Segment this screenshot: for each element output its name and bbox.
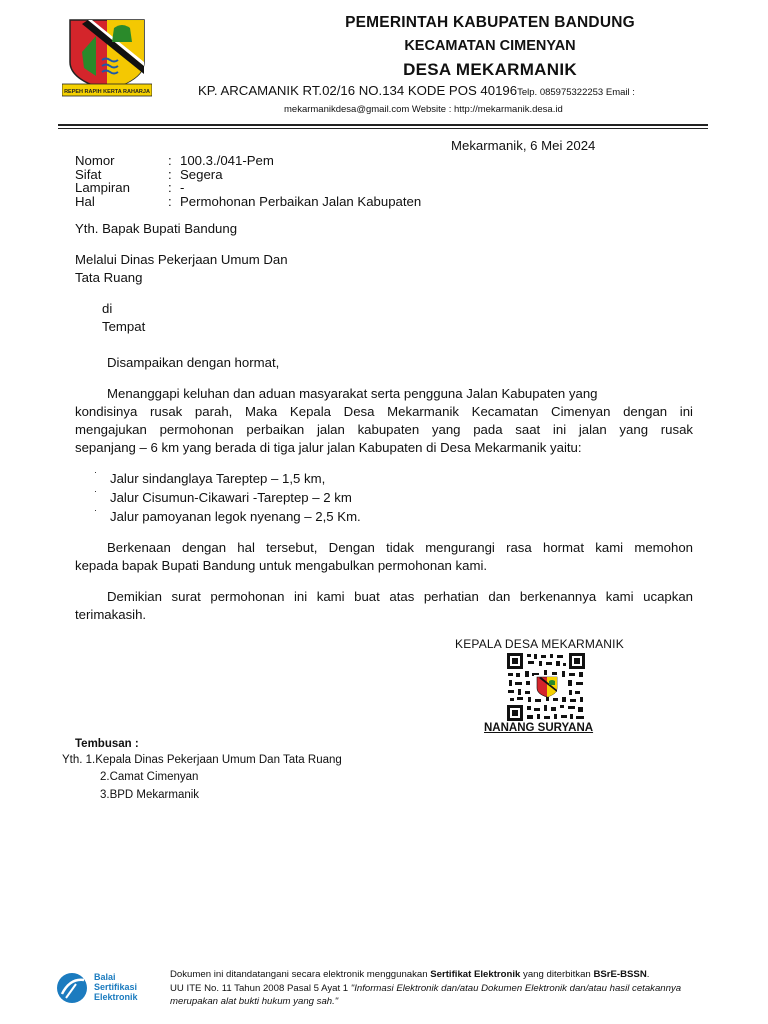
- recipient-di: di: [102, 301, 113, 316]
- greeting: Disampaikan dengan hormat,: [107, 355, 280, 370]
- bsre-logo-line1: Balai: [94, 972, 116, 982]
- para1-line3: mengajukan permohonan perbaikan jalan kabupaten yang pada saat ini jalan yang rusak: [75, 422, 693, 437]
- meta-colon: :: [168, 153, 172, 168]
- letter-date: Mekarmanik, 6 Mei 2024: [451, 138, 596, 153]
- letterhead-village: DESA MEKARMANIK: [403, 60, 577, 79]
- letterhead-address-line: [198, 83, 635, 98]
- recipient-line-3: Tata Ruang: [75, 270, 143, 285]
- footer-text-2: yang diterbitkan: [520, 969, 594, 980]
- recipient-tempat: Tempat: [102, 319, 146, 334]
- footer-bsre-bold: BSrE-BSSN: [593, 969, 647, 980]
- road-item-text: Jalur pamoyanan legok nyenang – 2,5 Km.: [110, 509, 361, 524]
- meta-value: Segera: [180, 166, 223, 182]
- bsre-logo-line2: Sertifikasi: [94, 982, 138, 992]
- letterhead-rule-thick: [58, 124, 708, 126]
- para3-line1: Demikian surat permohonan ini kami buat atas perhatian dan berkenannya kami ucapkan: [107, 589, 693, 604]
- letterhead-government: PEMERINTAH KABUPATEN BANDUNG: [345, 14, 635, 31]
- meta-value: 100.3./041-Pem: [180, 153, 274, 168]
- para1-line4: sepanjang – 6 km yang berada di tiga jalur jalan Kabupaten di Desa Mekarmanik yaitu:: [75, 440, 582, 455]
- para2-line1: Berkenaan dengan hal tersebut, Dengan tidak mengurangi rasa hormat kami memohon: [107, 540, 693, 555]
- signature-title: KEPALA DESA MEKARMANIK: [455, 637, 624, 651]
- meta-key: Hal: [75, 193, 95, 209]
- meta-colon: :: [168, 180, 172, 195]
- qr-code-signature: [506, 652, 586, 722]
- bsre-logo: [54, 968, 164, 1008]
- para1-line2: kondisinya rusak parah, Maka Kepala Desa Mekarmanik Kecamatan Cimenyan dengan ini: [75, 404, 693, 419]
- meta-row-nomor: [75, 154, 421, 168]
- tembusan-title: Tembusan :: [75, 738, 139, 750]
- footer-cert-bold: Sertifikat Elektronik: [430, 969, 521, 980]
- meta-key: Nomor: [75, 153, 115, 168]
- bullet-marker: ·: [94, 467, 97, 477]
- recipient-line-1: Yth. Bapak Bupati Bandung: [75, 221, 238, 236]
- letterhead-district: KECAMATAN CIMENYAN: [404, 38, 576, 54]
- logo-motto: REPEH RAPIH KERTA RAHARJA: [64, 89, 150, 95]
- letterhead-rule-thin: [58, 128, 708, 129]
- meta-colon: :: [168, 166, 172, 182]
- meta-key: Sifat: [75, 166, 102, 182]
- signatory-name: NANANG SURYANA: [484, 722, 594, 734]
- road-item-text: Jalur sindanglaya Tareptep – 1,5 km,: [110, 471, 326, 486]
- recipient-line-2: Melalui Dinas Pekerjaan Umum Dan: [75, 252, 288, 267]
- letterhead-address: KP. ARCAMANIK RT.02/16 NO.134 KODE POS 40196: [198, 83, 518, 98]
- footer-text-3: .: [646, 969, 650, 980]
- letterhead-email-website: mekarmanikdesa@gmail.com Website : http://mekarmanik.desa.id: [284, 104, 563, 115]
- meta-value: Permohonan Perbaikan Jalan Kabupaten: [180, 193, 422, 209]
- tembusan-item: 2.Camat Cimenyan: [100, 771, 199, 783]
- bsre-logo-line3: Elektronik: [94, 992, 138, 1002]
- bullet-marker: ·: [94, 486, 97, 496]
- footer-text-1: Dokumen ini ditandatangani secara elektronik menggunakan: [170, 969, 431, 980]
- footer-disclaimer: [170, 968, 716, 1009]
- meta-row-sifat: [75, 168, 421, 182]
- letterhead-phone: Telp. 085975322253 Email :: [517, 87, 635, 98]
- footer-law: UU ITE No. 11 Tahun 2008 Pasal 5 Ayat 1: [170, 982, 351, 994]
- meta-value: -: [180, 180, 185, 195]
- tembusan-item: Yth. 1.Kepala Dinas Pekerjaan Umum Dan Tata Ruang: [62, 754, 342, 766]
- meta-row-hal: [75, 195, 421, 209]
- para1-line1: Menanggapi keluhan dan aduan masyarakat serta pengguna Jalan Kabupaten yang: [107, 386, 598, 401]
- meta-key: Lampiran: [75, 180, 130, 195]
- letter-meta: [75, 154, 421, 208]
- tembusan-item: 3.BPD Mekarmanik: [100, 789, 200, 801]
- regency-emblem-logo: [62, 14, 152, 100]
- para3-line2: terimakasih.: [75, 607, 147, 622]
- meta-colon: :: [168, 193, 172, 209]
- road-item-text: Jalur Cisumun-Cikawari -Tareptep – 2 km: [110, 490, 352, 505]
- meta-row-lampiran: [75, 181, 421, 195]
- para2-line2: kepada bapak Bupati Bandung untuk mengabulkan permohonan kami.: [75, 558, 488, 573]
- footer-law-quote: "Informasi Elektronik dan/atau Dokumen Elektronik dan/atau hasil cetakannya merupakan alat bukti hukum yang sah.": [170, 982, 682, 1007]
- bullet-marker: ·: [94, 505, 97, 515]
